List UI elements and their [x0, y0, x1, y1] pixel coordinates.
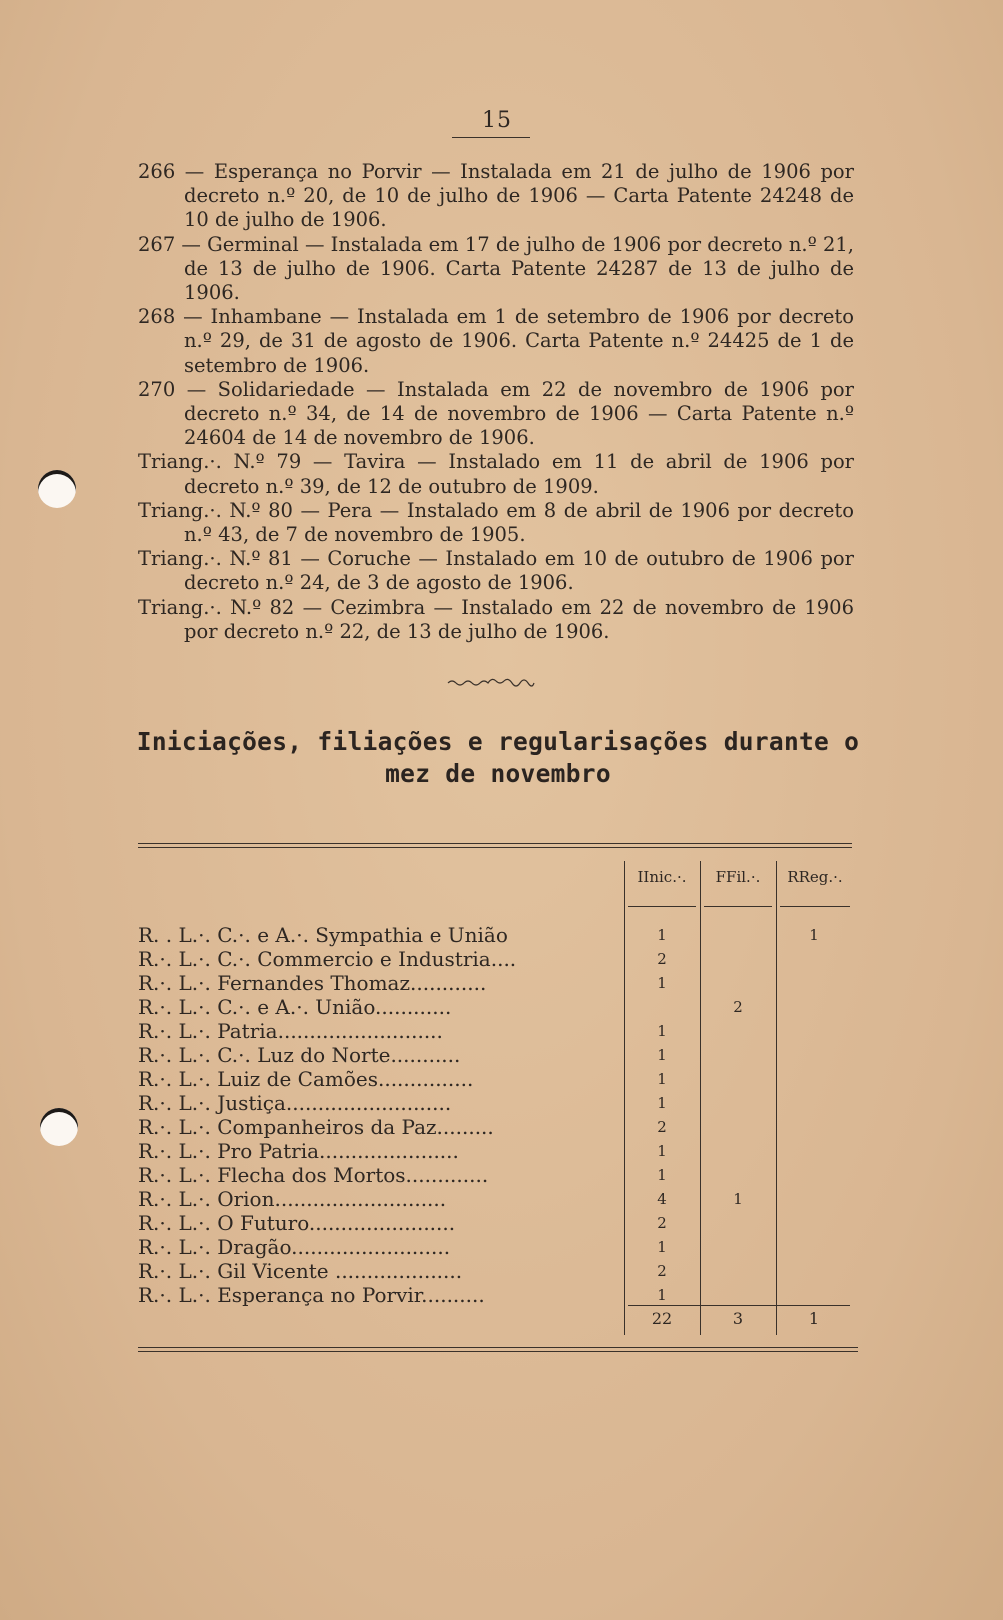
header-reg: RReg.·.: [787, 868, 843, 886]
section-title: [130, 726, 866, 790]
lodge-name: R.·. L.·. Patria..........................: [138, 1019, 443, 1043]
table-row: [138, 1019, 858, 1043]
table-row: [138, 1235, 858, 1259]
table-top-rule: [138, 843, 852, 844]
table-row: [138, 1067, 858, 1091]
divider-ornament: [446, 675, 536, 689]
lodge-name: R.·. L.·. Gil Vicente ....................: [138, 1259, 463, 1283]
table-top-rule-2: [138, 847, 852, 848]
table-row: [138, 1043, 858, 1067]
inic-value: 1: [657, 1022, 667, 1040]
inic-value: 1: [657, 1166, 667, 1184]
inic-value: 2: [657, 950, 667, 968]
entry-267: 267 — Germinal — Instalada em 17 de julho de 1906 por decreto n.º 21, de 13 de julho de 1906. Carta Patente 24287 de 13 de julho de 1906.: [138, 232, 854, 305]
table-row: [138, 923, 858, 947]
total-fil: 3: [732, 1309, 744, 1328]
initiations-table: [138, 843, 858, 1363]
entry-triang-80: Triang.·. N.º 80 — Pera — Instalado em 8 de abril de 1906 por decreto n.º 43, de 7 de novembro de 1905.: [138, 498, 854, 547]
totals-row: [138, 1309, 858, 1333]
inic-value: 1: [657, 1286, 667, 1304]
section-title-line-2: mez de novembro: [385, 759, 611, 788]
lodge-name: R.·. L.·. Dragão.........................: [138, 1235, 451, 1259]
lodge-name: R.·. L.·. C.·. Commercio e Industria....: [138, 947, 517, 971]
table-row: [138, 1283, 858, 1307]
inic-value: 1: [657, 974, 667, 992]
header-inic: IInic.·.: [637, 868, 687, 886]
inic-value: 2: [657, 1262, 667, 1280]
total-reg: 1: [808, 1309, 820, 1328]
lodge-name: R.·. L.·. Flecha dos Mortos.............: [138, 1163, 489, 1187]
lodge-name: R.·. L.·. Orion...........................: [138, 1187, 447, 1211]
lodge-name: R.·. L.·. C.·. e A.·. União............: [138, 995, 452, 1019]
table-bottom-rule: [138, 1347, 858, 1348]
table-bottom-rule-2: [138, 1351, 858, 1352]
table-row: [138, 1139, 858, 1163]
table-row: [138, 1091, 858, 1115]
inic-value: 2: [657, 1214, 667, 1232]
page-number: 15: [482, 108, 512, 133]
inic-value: 4: [657, 1190, 667, 1208]
lodge-name: R.·. L.·. C.·. Luz do Norte...........: [138, 1043, 461, 1067]
total-inic: 22: [651, 1309, 673, 1328]
entry-triang-82: Triang.·. N.º 82 — Cezimbra — Instalado em 22 de novembro de 1906 por decreto n.º 22, de 13 de julho de 1906.: [138, 595, 854, 643]
binder-hole-bottom: [40, 1108, 78, 1146]
inic-value: 1: [657, 1142, 667, 1160]
inic-value: 1: [657, 1070, 667, 1088]
header-rule-fil: [704, 906, 772, 907]
lodge-name: R.·. L.·. O Futuro.......................: [138, 1211, 456, 1235]
lodge-name: R.·. L.·. Esperança no Porvir..........: [138, 1283, 485, 1307]
header-rule-inic: [628, 906, 696, 907]
lodge-name: R.·. L.·. Fernandes Thomaz............: [138, 971, 487, 995]
entry-266: 266 — Esperança no Porvir — Instalada em 21 de julho de 1906 por decreto n.º 20, de 10 de julho de 1906 — Carta Patente 24248 de 10 de julho de 1906.: [138, 160, 854, 232]
inic-value: 1: [657, 1094, 667, 1112]
table-row: [138, 1259, 858, 1283]
lodge-name: R.·. L.·. Pro Patria......................: [138, 1139, 459, 1163]
fil-value: 1: [733, 1190, 743, 1208]
header-rule-reg: [780, 906, 850, 907]
table-row: [138, 1187, 858, 1211]
inic-value: 1: [657, 1238, 667, 1256]
lodge-entries: [138, 160, 854, 644]
page-number-underline: [452, 137, 530, 138]
fil-value: 2: [733, 998, 743, 1016]
table-row: [138, 1163, 858, 1187]
inic-value: 2: [657, 1118, 667, 1136]
table-row: [138, 995, 858, 1019]
inic-value: 1: [657, 1046, 667, 1064]
reg-value: 1: [809, 926, 819, 944]
lodge-name: R.·. L.·. Luiz de Camões...............: [138, 1067, 474, 1091]
lodge-name: R. . L.·. C.·. e A.·. Sympathia e União: [138, 923, 508, 947]
totals-rule: [628, 1305, 850, 1306]
lodge-name: R.·. L.·. Justiça..........................: [138, 1091, 452, 1115]
entry-triang-79: Triang.·. N.º 79 — Tavira — Instalado em 11 de abril de 1906 por decreto n.º 39, de 12 de outubro de 1909.: [138, 450, 854, 498]
entry-270: 270 — Solidariedade — Instalada em 22 de novembro de 1906 por decreto n.º 34, de 14 de novembro de 1906 — Carta Patente n.º 24604 de 14 de novembro de 1906.: [138, 377, 854, 450]
binder-hole-top: [38, 470, 76, 508]
header-fil: FFil.·.: [715, 868, 761, 886]
table-row: [138, 971, 858, 995]
inic-value: 1: [657, 926, 667, 944]
table-row: [138, 1211, 858, 1235]
section-title-line-1: Iniciações, filiações e regularisações durante o: [136, 727, 860, 756]
entry-triang-81: Triang.·. N.º 81 — Coruche — Instalado em 10 de outubro de 1906 por decreto n.º 24, de 3 de agosto de 1906.: [138, 547, 854, 595]
table-row: [138, 947, 858, 971]
lodge-name: R.·. L.·. Companheiros da Paz.........: [138, 1115, 494, 1139]
table-row: [138, 1115, 858, 1139]
entry-268: 268 — Inhambane — Instalada em 1 de setembro de 1906 por decreto n.º 29, de 31 de agosto de 1906. Carta Patente n.º 24425 de 1 de setembro de 1906.: [138, 305, 854, 377]
